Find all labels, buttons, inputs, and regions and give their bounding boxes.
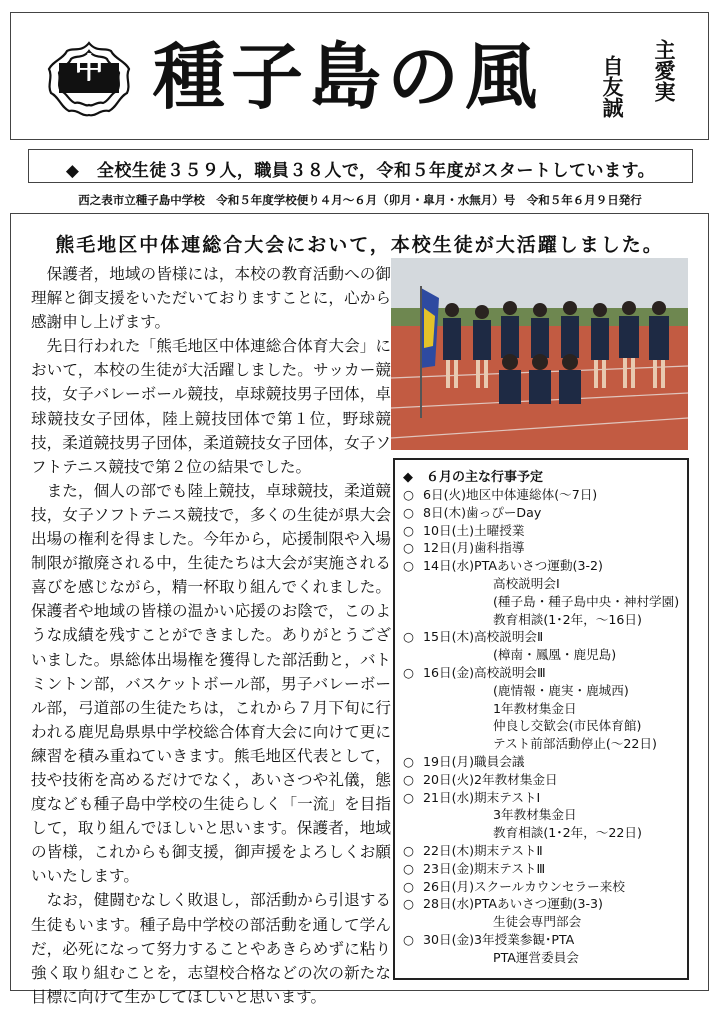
- school-motto-column-1: 自友誠: [600, 55, 625, 118]
- schedule-event-text: PTAあいさつ運動(3-2): [474, 558, 603, 574]
- circle-bullet-icon: ○: [403, 664, 414, 680]
- circle-bullet-icon: ○: [403, 522, 414, 538]
- schedule-item: [403, 664, 687, 682]
- schedule-title: ◆ ６月の主な行事予定: [403, 470, 543, 485]
- article-body: [31, 262, 391, 1009]
- schedule-date: 22日(木): [423, 842, 475, 858]
- schedule-sub-item: テスト前部活動停止(～22日): [493, 736, 657, 752]
- circle-bullet-icon: ○: [403, 842, 414, 858]
- schedule-event-text: 2年教材集金日: [474, 771, 558, 787]
- schedule-date: 12日(月): [423, 540, 475, 556]
- schedule-sub-item: (鹿情報・鹿実・鹿城西): [493, 682, 629, 698]
- circle-bullet-icon: ○: [403, 878, 414, 894]
- schedule-item: [403, 860, 687, 878]
- schedule-item: [403, 771, 687, 789]
- schedule-event-text: 期末テストⅡ: [474, 842, 543, 858]
- schedule-sub-item: PTA運営委員会: [493, 949, 579, 965]
- schedule-sub-item: (種子島・種子島中央・神村学園): [493, 593, 680, 609]
- circle-bullet-icon: ○: [403, 504, 414, 520]
- schedule-item: [403, 878, 687, 896]
- paragraph: なお，健闘むなしく敗退し，部活動から引退する生徒もいます。種子島中学校の部活動を通して学んだ，必死になって努力することやあきらめずに粘り強く取り組むことを，志望校合格などの次の新たな目標に向けて生かしてほしいと思います。: [31, 891, 391, 1006]
- schedule-date: 28日(水): [423, 896, 475, 912]
- schedule-event-text: 高校説明会Ⅱ: [474, 629, 544, 645]
- circle-bullet-icon: ○: [403, 931, 414, 947]
- schedule-sub-item: 生徒会専門部会: [493, 914, 582, 930]
- schedule-date: 30日(金): [423, 931, 475, 947]
- schedule-item: [403, 842, 687, 860]
- schedule-item: [403, 557, 687, 575]
- circle-bullet-icon: ○: [403, 753, 414, 769]
- schedule-sub-item: 教育相談(1･2年，～16日): [493, 611, 642, 627]
- newsletter-title: 種子島の風: [153, 34, 544, 119]
- circle-bullet-icon: ○: [403, 789, 414, 805]
- paragraph: 保護者，地域の皆様には，本校の教育活動への御理解と御支援をいただいておりますことに，心から感謝申し上げます。: [31, 265, 391, 332]
- circle-bullet-icon: ○: [403, 540, 414, 556]
- schedule-item: [403, 522, 687, 540]
- headline-bar: [28, 149, 693, 183]
- schedule-date: 16日(金): [423, 664, 475, 680]
- circle-bullet-icon: ○: [403, 896, 414, 912]
- schedule-date: 20日(火): [423, 771, 475, 787]
- schedule-event-text: 歯っぴーDay: [466, 504, 542, 520]
- circle-bullet-icon: ○: [403, 860, 414, 876]
- main-article: [10, 213, 709, 1006]
- schedule-date: 10日(土): [423, 522, 475, 538]
- schedule-sub-item: 仲良し交歓会(市民体育館): [493, 718, 642, 734]
- schedule-item: [403, 628, 687, 646]
- paragraph: また，個人の部でも陸上競技，卓球競技，柔道競技，女子ソフトテニス競技で，多くの生徒が県大会出場の権利を得ました。今年から，応援制限や入場制限が撤廃される中，生徒たちは大会が実施される喜びを感じながら，精一杯取り組んでくれました。保護者や地域の皆様の温かい応援のお陰で，このような成績を残すことができました。ありがとうございました。県総体出場権を獲得した部活動と，バトミントン部，バスケットボール部，男子バレーボール部，弓道部の生徒たちは，これから７月下旬に行われる鹿児島県県中学校総合体育大会に向けて更に練習を積み重ねていきます。熊毛地区代表として，技や技術を高めるだけでなく，あいさつや礼儀，態度なども種子島中学校の生徒らしく「一流」を目指して，取り組んでほしいと思います。保護者，地域の皆様，これからも御支援，御声援をよろしくお願いいたします。: [31, 481, 391, 886]
- schedule-date: 14日(水): [423, 558, 475, 574]
- issue-line: 西之表市立種子島中学校 令和５年度学校便り４月～６月（卯月・皐月・水無月）号 令和５年６月９日発行: [78, 193, 642, 207]
- schedule-item: [403, 504, 687, 522]
- circle-bullet-icon: ○: [403, 558, 414, 574]
- headline-text: ◆ 全校生徒３５９人，職員３８人で，令和５年度がスタートしています。: [65, 161, 656, 181]
- article-title: 熊毛地区中体連総合大会において，本校生徒が大活躍しました。: [55, 234, 664, 256]
- schedule-sub-item: 1年教材集金日: [493, 700, 577, 716]
- schedule-date: 19日(月): [423, 753, 475, 769]
- schedule-date: 23日(金): [423, 860, 475, 876]
- circle-bullet-icon: ○: [403, 487, 414, 502]
- schedule-date: 8日(木): [423, 504, 467, 520]
- schedule-event-text: PTAあいさつ運動(3-3): [474, 896, 603, 912]
- schedule-sub-item: (樟南・鳳凰・鹿児島): [493, 647, 617, 663]
- circle-bullet-icon: ○: [403, 771, 414, 787]
- schedule-item: [403, 539, 687, 557]
- schedule-sub-item: 3年教材集金日: [493, 807, 577, 823]
- schedule-item: [403, 486, 687, 504]
- schedule-item: [403, 931, 687, 949]
- schedule-item: [403, 753, 687, 771]
- schedule-sub-item: 教育相談(1･2年，～22日): [493, 825, 642, 841]
- schedule-event-text: 3年授業参観･PTA: [474, 931, 575, 947]
- circle-bullet-icon: ○: [403, 629, 414, 645]
- schedule-list: [403, 486, 687, 967]
- team-photo: [391, 258, 688, 450]
- schedule-event-text: 歯科指導: [474, 540, 525, 556]
- schedule-event-text: 期末テストⅠ: [474, 789, 541, 805]
- masthead: [10, 12, 709, 140]
- schedule-date: 6日(火): [423, 487, 467, 502]
- june-schedule-box: [393, 458, 689, 980]
- schedule-item: [403, 895, 687, 913]
- schedule-item: [403, 789, 687, 807]
- paragraph: 先日行われた「熊毛地区中体連総合体育大会」において，本校の生徒が大活躍しました。サッカー競技，女子バレーボール競技，卓球競技男子団体，卓球競技女子団体，陸上競技団体で第１位，野球競技，柔道競技男子団体，柔道競技女子団体，女子ソフトテニス競技で第２位の結果でした。: [31, 337, 391, 476]
- schedule-event-text: 高校説明会Ⅲ: [474, 664, 546, 680]
- emblem-character: 中: [74, 51, 104, 85]
- schedule-event-text: 職員会議: [474, 753, 525, 769]
- schedule-event-text: 地区中体連総体(～7日): [466, 487, 598, 502]
- schedule-event-text: 期末テストⅢ: [474, 860, 546, 876]
- school-motto-column-2: 主愛実: [652, 39, 677, 102]
- schedule-date: 21日(水): [423, 789, 475, 805]
- schedule-event-text: スクールカウンセラー来校: [474, 878, 625, 894]
- schedule-date: 26日(月): [423, 878, 475, 894]
- schedule-event-text: 土曜授業: [474, 522, 525, 538]
- schedule-sub-item: 高校説明会Ⅰ: [493, 575, 560, 591]
- schedule-date: 15日(木): [423, 629, 475, 645]
